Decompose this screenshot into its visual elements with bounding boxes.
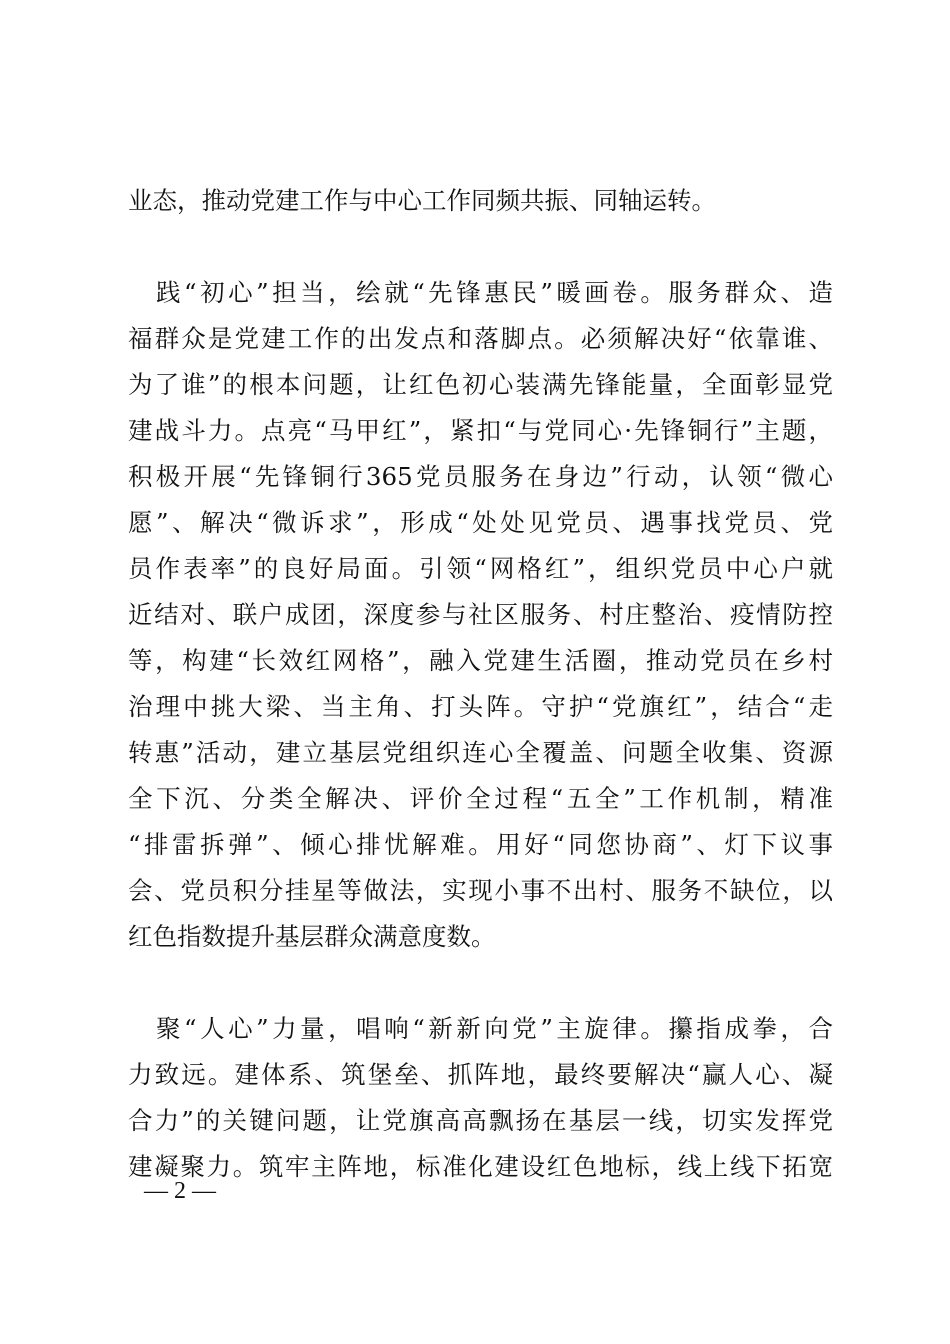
paragraph-2-line-14: 会、党员积分挂星等做法，实现小事不出村、服务不缺位，以 <box>128 876 833 905</box>
paragraph-2-line-3: 为了谁”的根本问题，让红色初心装满先锋能量，全面彰显党 <box>128 370 833 399</box>
paragraph-2-line-1: 践“初心”担当，绘就“先锋惠民”暖画卷。服务群众、造 <box>128 278 833 307</box>
paragraph-2-line-11: 转惠”活动，建立基层党组织连心全覆盖、问题全收集、资源 <box>128 738 833 767</box>
paragraph-1-line-1: 业态，推动党建工作与中心工作同频共振、同轴运转。 <box>128 186 716 215</box>
paragraph-2-line-7: 员作表率”的良好局面。引领“网格红”，组织党员中心户就 <box>128 554 833 583</box>
paragraph-3-line-3: 合力”的关键问题，让党旗高高飘扬在基层一线，切实发挥党 <box>128 1106 833 1135</box>
paragraph-gap <box>128 224 833 270</box>
paragraph-2-line-6: 愿”、解决“微诉求”，形成“处处见党员、遇事找党员、党 <box>128 508 833 537</box>
paragraph-2-line-4: 建战斗力。点亮“马甲红”，紧扣“与党同心·先锋铜行”主题， <box>128 416 833 445</box>
paragraph-3-line-4: 建凝聚力。筑牢主阵地，标准化建设红色地标，线上线下拓宽 <box>128 1152 833 1181</box>
paragraph-2-line-8: 近结对、联户成团，深度参与社区服务、村庄整治、疫情防控 <box>128 600 833 629</box>
body-text <box>128 178 833 1190</box>
page-number: — 2 — <box>144 1178 216 1204</box>
paragraph-3-line-1: 聚“人心”力量，唱响“新新向党”主旋律。攥指成拳，合 <box>128 1014 833 1043</box>
paragraph-2-line-5: 积极开展“先锋铜行365党员服务在身边”行动，认领“微心 <box>128 462 833 491</box>
paragraph-2-line-12: 全下沉、分类全解决、评价全过程“五全”工作机制，精准 <box>128 784 833 813</box>
paragraph-2-line-15: 红色指数提升基层群众满意度数。 <box>128 922 496 951</box>
paragraph-2-line-9: 等，构建“长效红网格”，融入党建生活圈，推动党员在乡村 <box>128 646 833 675</box>
paragraph-2-line-2: 福群众是党建工作的出发点和落脚点。必须解决好“依靠谁、 <box>128 324 833 353</box>
paragraph-2-line-13: “排雷拆弹”、倾心排忧解难。用好“同您协商”、灯下议事 <box>128 830 833 859</box>
paragraph-2-line-10: 治理中挑大梁、当主角、打头阵。守护“党旗红”，结合“走 <box>128 692 833 721</box>
paragraph-gap <box>128 960 833 1006</box>
paragraph-3-line-2: 力致远。建体系、筑堡垒、抓阵地，最终要解决“赢人心、凝 <box>128 1060 833 1089</box>
